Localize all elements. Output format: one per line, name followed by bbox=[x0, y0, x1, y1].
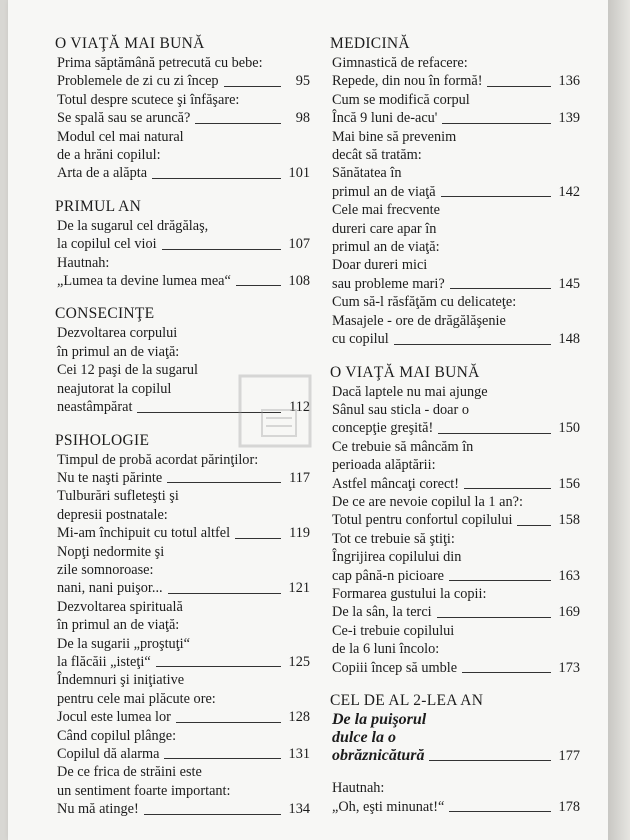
section-heading: CONSECINŢE bbox=[55, 305, 155, 323]
page-edge bbox=[608, 0, 630, 840]
leader-line bbox=[487, 86, 551, 87]
entry-final-line bbox=[330, 747, 580, 765]
page-number: 136 bbox=[558, 73, 580, 90]
toc-entry[interactable] bbox=[330, 779, 580, 816]
toc-entry[interactable] bbox=[55, 727, 310, 764]
entry-title-line: De ce frica de străini este bbox=[57, 764, 202, 781]
leader-line bbox=[224, 86, 281, 87]
entry-title-line: Dezvoltarea corpului bbox=[57, 325, 178, 342]
entry-title-text: Copilul dă alarma bbox=[57, 746, 160, 762]
entry-title-text: Jocul este lumea lor bbox=[57, 709, 171, 726]
page-number: 117 bbox=[289, 469, 310, 486]
toc-left-column bbox=[55, 34, 310, 833]
leader-line bbox=[442, 123, 551, 124]
toc-right-column bbox=[330, 34, 580, 830]
entry-final-line bbox=[55, 524, 310, 542]
entry-title-text: Totul pentru confortul copilului bbox=[332, 512, 513, 529]
entry-final-line bbox=[330, 603, 580, 621]
entry-title-text: De la sân, la terci bbox=[332, 604, 432, 621]
leader-line bbox=[235, 538, 281, 539]
leader-line bbox=[236, 285, 281, 286]
page-number: 148 bbox=[558, 331, 580, 348]
entry-final-line bbox=[55, 164, 310, 182]
page-number: 98 bbox=[295, 110, 310, 127]
entry-title-line: De ce are nevoie copilul la 1 an?: bbox=[332, 493, 523, 510]
entry-title-text: Se spală sau se aruncă? bbox=[57, 110, 191, 127]
entry-title-line: Cum se modifică corpul bbox=[332, 91, 470, 108]
leader-line bbox=[450, 288, 551, 289]
page-number: 107 bbox=[288, 236, 310, 253]
entry-title-text: Arta de a alăpta bbox=[57, 165, 148, 182]
toc-section bbox=[55, 304, 310, 416]
page-number: 95 bbox=[295, 73, 310, 90]
leader-line bbox=[438, 433, 551, 434]
entry-title-line: Dezvoltarea spirituală bbox=[57, 598, 183, 615]
entry-final-line bbox=[330, 659, 580, 677]
entry-title-line: Hautnah: bbox=[332, 780, 385, 797]
page-number: 173 bbox=[558, 659, 580, 676]
entry-title-line: Prima săptămână petrecută cu bebe: bbox=[57, 55, 263, 71]
leader-line bbox=[152, 178, 281, 179]
entry-title-text: la copilul cel vioi bbox=[57, 236, 157, 253]
section-heading: O VIAŢĂ MAI BUNĂ bbox=[330, 363, 480, 381]
toc-entry[interactable] bbox=[55, 254, 310, 291]
entry-title-line: în primul an de viaţă: bbox=[57, 617, 180, 634]
toc-entry[interactable] bbox=[55, 128, 310, 183]
entry-title-line: Totul despre scutece şi înfăşare: bbox=[57, 91, 240, 108]
entry-title-line: Cum să-l răsfăţăm cu delicateţe: bbox=[332, 294, 517, 311]
page-number: 134 bbox=[288, 801, 310, 818]
entry-title-text: primul an de viaţă bbox=[332, 183, 436, 200]
entry-final-line bbox=[55, 708, 310, 726]
entry-title-line: de la 6 luni încolo: bbox=[332, 641, 440, 658]
entry-final-line bbox=[55, 398, 310, 416]
toc-entry[interactable] bbox=[330, 383, 580, 438]
section-heading: O VIAŢĂ MAI BUNĂ bbox=[55, 35, 205, 52]
entry-final-line bbox=[330, 72, 580, 90]
toc-section bbox=[330, 34, 580, 349]
entry-final-line bbox=[330, 567, 580, 585]
entry-title-line: Sânul sau sticla - doar o bbox=[332, 401, 469, 418]
entry-final-line bbox=[55, 469, 310, 487]
entry-title-line: Doar dureri mici bbox=[332, 257, 428, 274]
entry-final-line bbox=[55, 272, 310, 290]
entry-final-line bbox=[330, 511, 580, 529]
toc-section bbox=[55, 431, 310, 819]
leader-line bbox=[429, 760, 551, 761]
entry-final-line bbox=[55, 800, 310, 818]
page-number: 128 bbox=[288, 709, 310, 726]
leader-line bbox=[156, 666, 281, 667]
entry-final-line bbox=[55, 235, 310, 253]
entry-title-line: Nopţi nedormite şi bbox=[57, 543, 165, 560]
page-number: 156 bbox=[558, 475, 580, 492]
section-heading: PSIHOLOGIE bbox=[55, 431, 150, 449]
toc-section bbox=[330, 779, 580, 816]
page-number: 125 bbox=[288, 653, 310, 670]
page-number: 108 bbox=[288, 273, 310, 290]
entry-title-line: Formarea gustului la copii: bbox=[332, 585, 487, 602]
entry-title-line: depresii postnatale: bbox=[57, 506, 168, 523]
toc-entry[interactable] bbox=[55, 91, 310, 128]
page-number: 150 bbox=[558, 420, 580, 437]
entry-title-line: Ce-i trebuie copilului bbox=[332, 622, 455, 639]
toc-section bbox=[330, 691, 580, 765]
toc-entry[interactable] bbox=[55, 671, 310, 726]
page-number: 112 bbox=[289, 399, 310, 416]
entry-title-line: dureri care apar în bbox=[332, 220, 437, 237]
toc-entry[interactable] bbox=[330, 711, 580, 765]
entry-final-line bbox=[330, 275, 580, 293]
entry-title-line: în primul an de viaţă: bbox=[57, 343, 180, 360]
entry-final-line bbox=[330, 183, 580, 201]
entry-title-line: neajutorat la copilul bbox=[57, 380, 172, 397]
entry-title-line: Modul cel mai natural bbox=[57, 128, 184, 145]
page-number: 145 bbox=[558, 275, 580, 292]
entry-title-text: Repede, din nou în formă! bbox=[332, 73, 483, 90]
leader-line bbox=[517, 525, 551, 526]
entry-final-line bbox=[330, 330, 580, 348]
toc-section bbox=[55, 34, 310, 183]
entry-title-line: pentru cele mai plăcute ore: bbox=[57, 690, 216, 707]
entry-title-line: Cele mai frecvente bbox=[332, 202, 440, 219]
toc-entry[interactable] bbox=[330, 493, 580, 530]
page-number: 131 bbox=[288, 746, 310, 762]
entry-title-line: Masajele - ore de drăgălăşenie bbox=[332, 312, 506, 329]
entry-title-line: dulce la o bbox=[332, 729, 396, 746]
entry-final-line bbox=[55, 653, 310, 671]
entry-title-text: Copiii încep să umble bbox=[332, 659, 458, 676]
toc-entry[interactable] bbox=[55, 543, 310, 598]
section-heading: PRIMUL AN bbox=[55, 197, 142, 215]
entry-title-line: Sănătatea în bbox=[332, 165, 402, 182]
entry-title-text: sau probleme mari? bbox=[332, 275, 445, 292]
entry-final-line bbox=[55, 109, 310, 127]
entry-title-text: Astfel mâncaţi corect! bbox=[332, 475, 460, 492]
page-number: 139 bbox=[558, 110, 580, 127]
toc-entry[interactable] bbox=[330, 128, 580, 202]
entry-title-line: un sentiment foarte important: bbox=[57, 782, 231, 799]
entry-title-text: nani, nani puişor... bbox=[57, 580, 163, 597]
toc-entry[interactable] bbox=[330, 91, 580, 128]
entry-title-line: zile somnoroase: bbox=[57, 561, 154, 578]
entry-final-line bbox=[330, 419, 580, 437]
entry-final-line bbox=[330, 109, 580, 127]
leader-line bbox=[162, 249, 281, 250]
leader-line bbox=[144, 814, 281, 815]
page-number: 142 bbox=[558, 183, 580, 200]
leader-line bbox=[164, 758, 281, 759]
toc-entry[interactable] bbox=[330, 293, 580, 348]
entry-title-line: De la puişorul bbox=[332, 711, 427, 728]
entry-title-line: Hautnah: bbox=[57, 254, 110, 271]
leader-line bbox=[464, 488, 551, 489]
entry-final-line bbox=[330, 475, 580, 493]
entry-title-text: cap până-n picioare bbox=[332, 567, 444, 584]
toc-entry[interactable] bbox=[330, 622, 580, 677]
section-heading: MEDICINĂ bbox=[330, 35, 410, 52]
toc-entry[interactable] bbox=[55, 54, 310, 91]
entry-title-line: Timpul de probă acordat părinţilor: bbox=[57, 451, 259, 468]
toc-entry[interactable] bbox=[330, 54, 580, 91]
entry-title-line: Dacă laptele nu mai ajunge bbox=[332, 383, 488, 400]
toc-entry[interactable] bbox=[330, 438, 580, 493]
entry-title-line: primul an de viaţă: bbox=[332, 239, 440, 256]
entry-title-text: „Oh, eşti minunat!“ bbox=[332, 798, 445, 815]
leader-line bbox=[462, 672, 551, 673]
entry-final-line bbox=[55, 745, 310, 763]
toc-entry[interactable] bbox=[330, 201, 580, 293]
entry-title-line: Tot ce trebuie să ştiţi: bbox=[332, 530, 455, 547]
entry-title-line: perioada alăptării: bbox=[332, 457, 436, 474]
entry-title-text: Nu mă atinge! bbox=[57, 801, 139, 818]
leader-line bbox=[176, 722, 281, 723]
toc-entry[interactable] bbox=[330, 585, 580, 622]
entry-title-text: concepţie greşită! bbox=[332, 420, 434, 437]
page-number: 158 bbox=[558, 512, 580, 529]
entry-title-line: Mai bine să prevenim bbox=[332, 128, 457, 145]
entry-title-text: la flăcăii „isteţi“ bbox=[57, 653, 151, 670]
page-number: 121 bbox=[288, 580, 310, 597]
entry-title-text: Problemele de zi cu zi încep bbox=[57, 73, 219, 90]
toc-entry[interactable] bbox=[330, 530, 580, 585]
toc-section bbox=[55, 197, 310, 291]
page-number: 178 bbox=[558, 798, 580, 815]
entry-title-line: Ce trebuie să mâncăm în bbox=[332, 438, 474, 455]
leader-line bbox=[394, 344, 551, 345]
leader-line bbox=[168, 593, 281, 594]
leader-line bbox=[437, 617, 551, 618]
entry-title-line: Când copilul plânge: bbox=[57, 727, 177, 744]
entry-title-line: Tulburări sufleteşti şi bbox=[57, 488, 179, 505]
leader-line bbox=[137, 412, 281, 413]
toc-entry[interactable] bbox=[55, 598, 310, 672]
entry-final-line bbox=[330, 798, 580, 816]
entry-final-line bbox=[55, 579, 310, 597]
entry-title-line: Cei 12 paşi de la sugarul bbox=[57, 362, 198, 379]
toc-section bbox=[330, 363, 580, 678]
page-number: 163 bbox=[558, 567, 580, 584]
entry-title-text: „Lumea ta devine lumea mea“ bbox=[57, 273, 231, 290]
entry-title-line: Îndemnuri şi iniţiative bbox=[57, 672, 185, 689]
leader-line bbox=[167, 482, 281, 483]
entry-title-text: Mi-am închipuit cu totul altfel bbox=[57, 525, 231, 542]
toc-entry[interactable] bbox=[55, 451, 310, 488]
entry-title-text: obrăznicătură bbox=[332, 747, 425, 765]
toc-entry[interactable] bbox=[55, 324, 310, 416]
entry-title-line: De la sugarul cel drăgălaş, bbox=[57, 217, 209, 234]
entry-title-text: Nu te naşti părinte bbox=[57, 469, 163, 486]
section-heading: CEL DE AL 2-LEA AN bbox=[330, 692, 484, 709]
page-number: 169 bbox=[558, 604, 580, 621]
leader-line bbox=[449, 811, 551, 812]
toc-entry[interactable] bbox=[55, 217, 310, 254]
entry-title-line: decât să tratăm: bbox=[332, 147, 422, 164]
page-number: 177 bbox=[558, 748, 580, 764]
entry-title-text: cu copilul bbox=[332, 331, 389, 348]
leader-line bbox=[449, 580, 551, 581]
toc-entry[interactable] bbox=[55, 487, 310, 542]
page-number: 101 bbox=[288, 165, 310, 182]
entry-final-line bbox=[55, 72, 310, 90]
leader-line bbox=[195, 123, 281, 124]
toc-entry[interactable] bbox=[55, 763, 310, 818]
entry-title-line: Îngrijirea copilului din bbox=[332, 549, 462, 566]
entry-title-line: de a hrăni copilul: bbox=[57, 147, 161, 164]
leader-line bbox=[441, 196, 551, 197]
entry-title-text: neastâmpărat bbox=[57, 399, 133, 416]
page-number: 119 bbox=[289, 525, 310, 542]
entry-title-text: Încă 9 luni de-acu' bbox=[332, 110, 438, 127]
entry-title-line: De la sugarii „proştuţi“ bbox=[57, 635, 191, 652]
entry-title-line: Gimnastică de refacere: bbox=[332, 55, 468, 71]
